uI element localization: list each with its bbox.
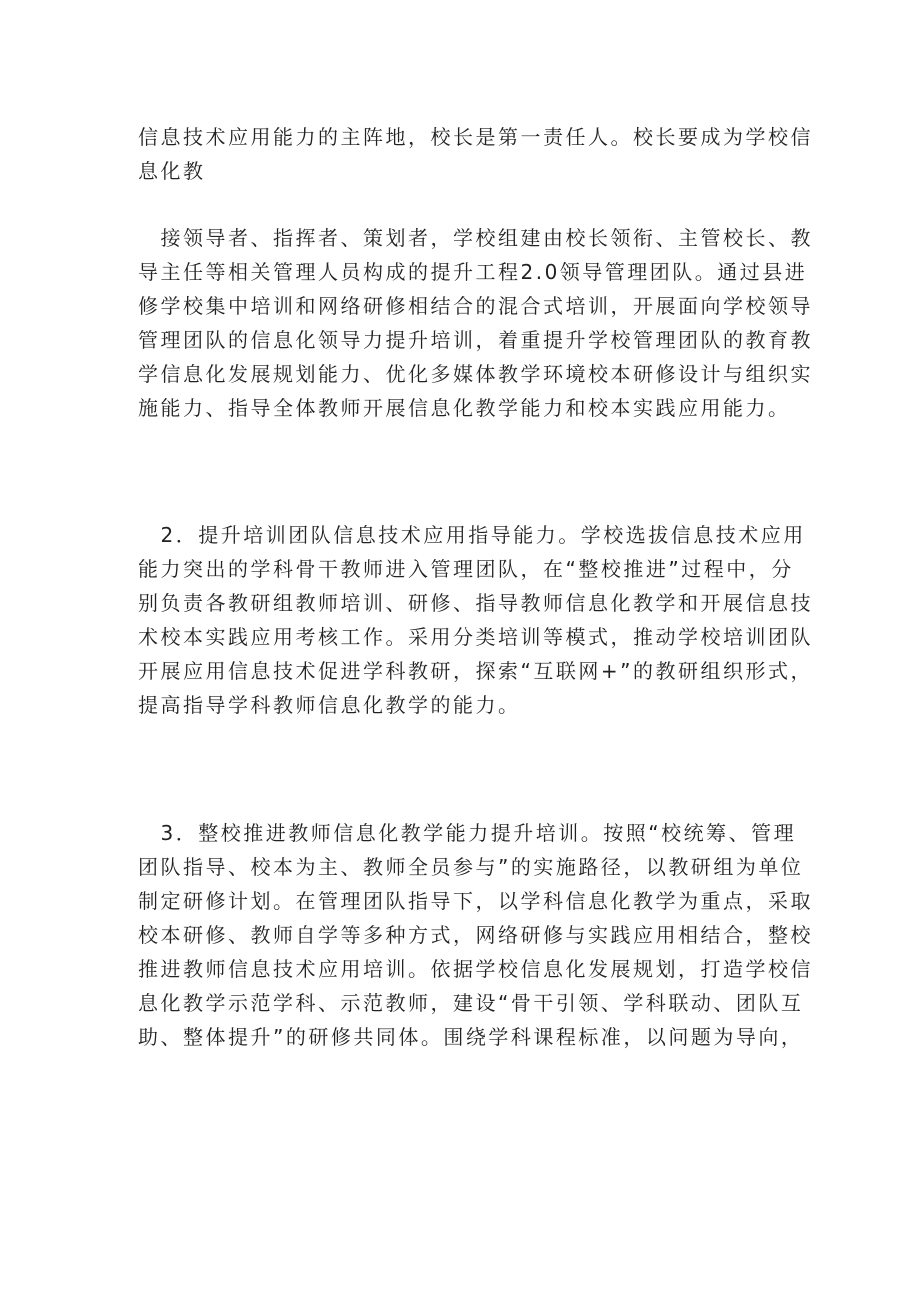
text-line: 2．提升培训团队信息技术应用指导能力。学校选拔信息技术应用 [138, 523, 806, 547]
text-line: 信息技术应用能力的主阵地，校长是第一责任人。校长要成为学校信 [138, 125, 813, 149]
text-line: 别负责各教研组教师培训、研修、指导教师信息化教学和开展信息技 [138, 591, 813, 615]
text-line: 推进教师信息技术应用培训。依据学校信息化发展规划，打造学校信 [138, 957, 813, 981]
text-line: 制定研修计划。在管理团队指导下，以学科信息化教学为重点，采取 [138, 889, 813, 913]
text-line: 施能力、指导全体教师开展信息化教学能力和校本实践应用能力。 [138, 396, 791, 420]
text-line: 校本研修、教师自学等多种方式，网络研修与实践应用相结合，整校 [138, 923, 813, 947]
paragraph-2 [138, 221, 813, 425]
text-line: 3．整校推进教师信息化教学能力提升培训。按照“校统筹、管理 [138, 821, 797, 845]
paragraph-4 [138, 816, 813, 1054]
text-line: 管理团队的信息化领导力提升培训，着重提升学校管理团队的教育教 [138, 328, 813, 352]
text-line: 能力突出的学科骨干教师进入管理团队，在“整校推进”过程中，分 [138, 557, 794, 581]
paragraph-3 [138, 518, 813, 722]
text-line: 息化教学示范学科、示范教师，建设“骨干引领、学科联动、团队互 [138, 991, 804, 1015]
text-line: 提高指导学科教师信息化教学的能力。 [138, 693, 521, 717]
text-line: 开展应用信息技术促进学科教研，探索“互联网+”的教研组织形式， [138, 659, 813, 683]
text-line: 接领导者、指挥者、策划者，学校组建由校长领衔、主管校长、教 [138, 226, 813, 250]
text-line: 导主任等相关管理人员构成的提升工程2.0领导管理团队。通过县进 [138, 260, 808, 284]
paragraph-1 [138, 120, 813, 188]
text-line: 学信息化发展规划能力、优化多媒体教学环境校本研修设计与组织实 [138, 362, 813, 386]
text-line: 团队指导、校本为主、教师全员参与”的实施路径，以教研组为单位 [138, 855, 804, 879]
text-line: 助、整体提升”的研修共同体。围绕学科课程标准，以问题为导向， [138, 1025, 804, 1049]
text-line: 修学校集中培训和网络研修相结合的混合式培训，开展面向学校领导 [138, 294, 813, 318]
text-line: 术校本实践应用考核工作。采用分类培训等模式，推动学校培训团队 [138, 625, 813, 649]
text-line: 息化教 [138, 159, 206, 183]
